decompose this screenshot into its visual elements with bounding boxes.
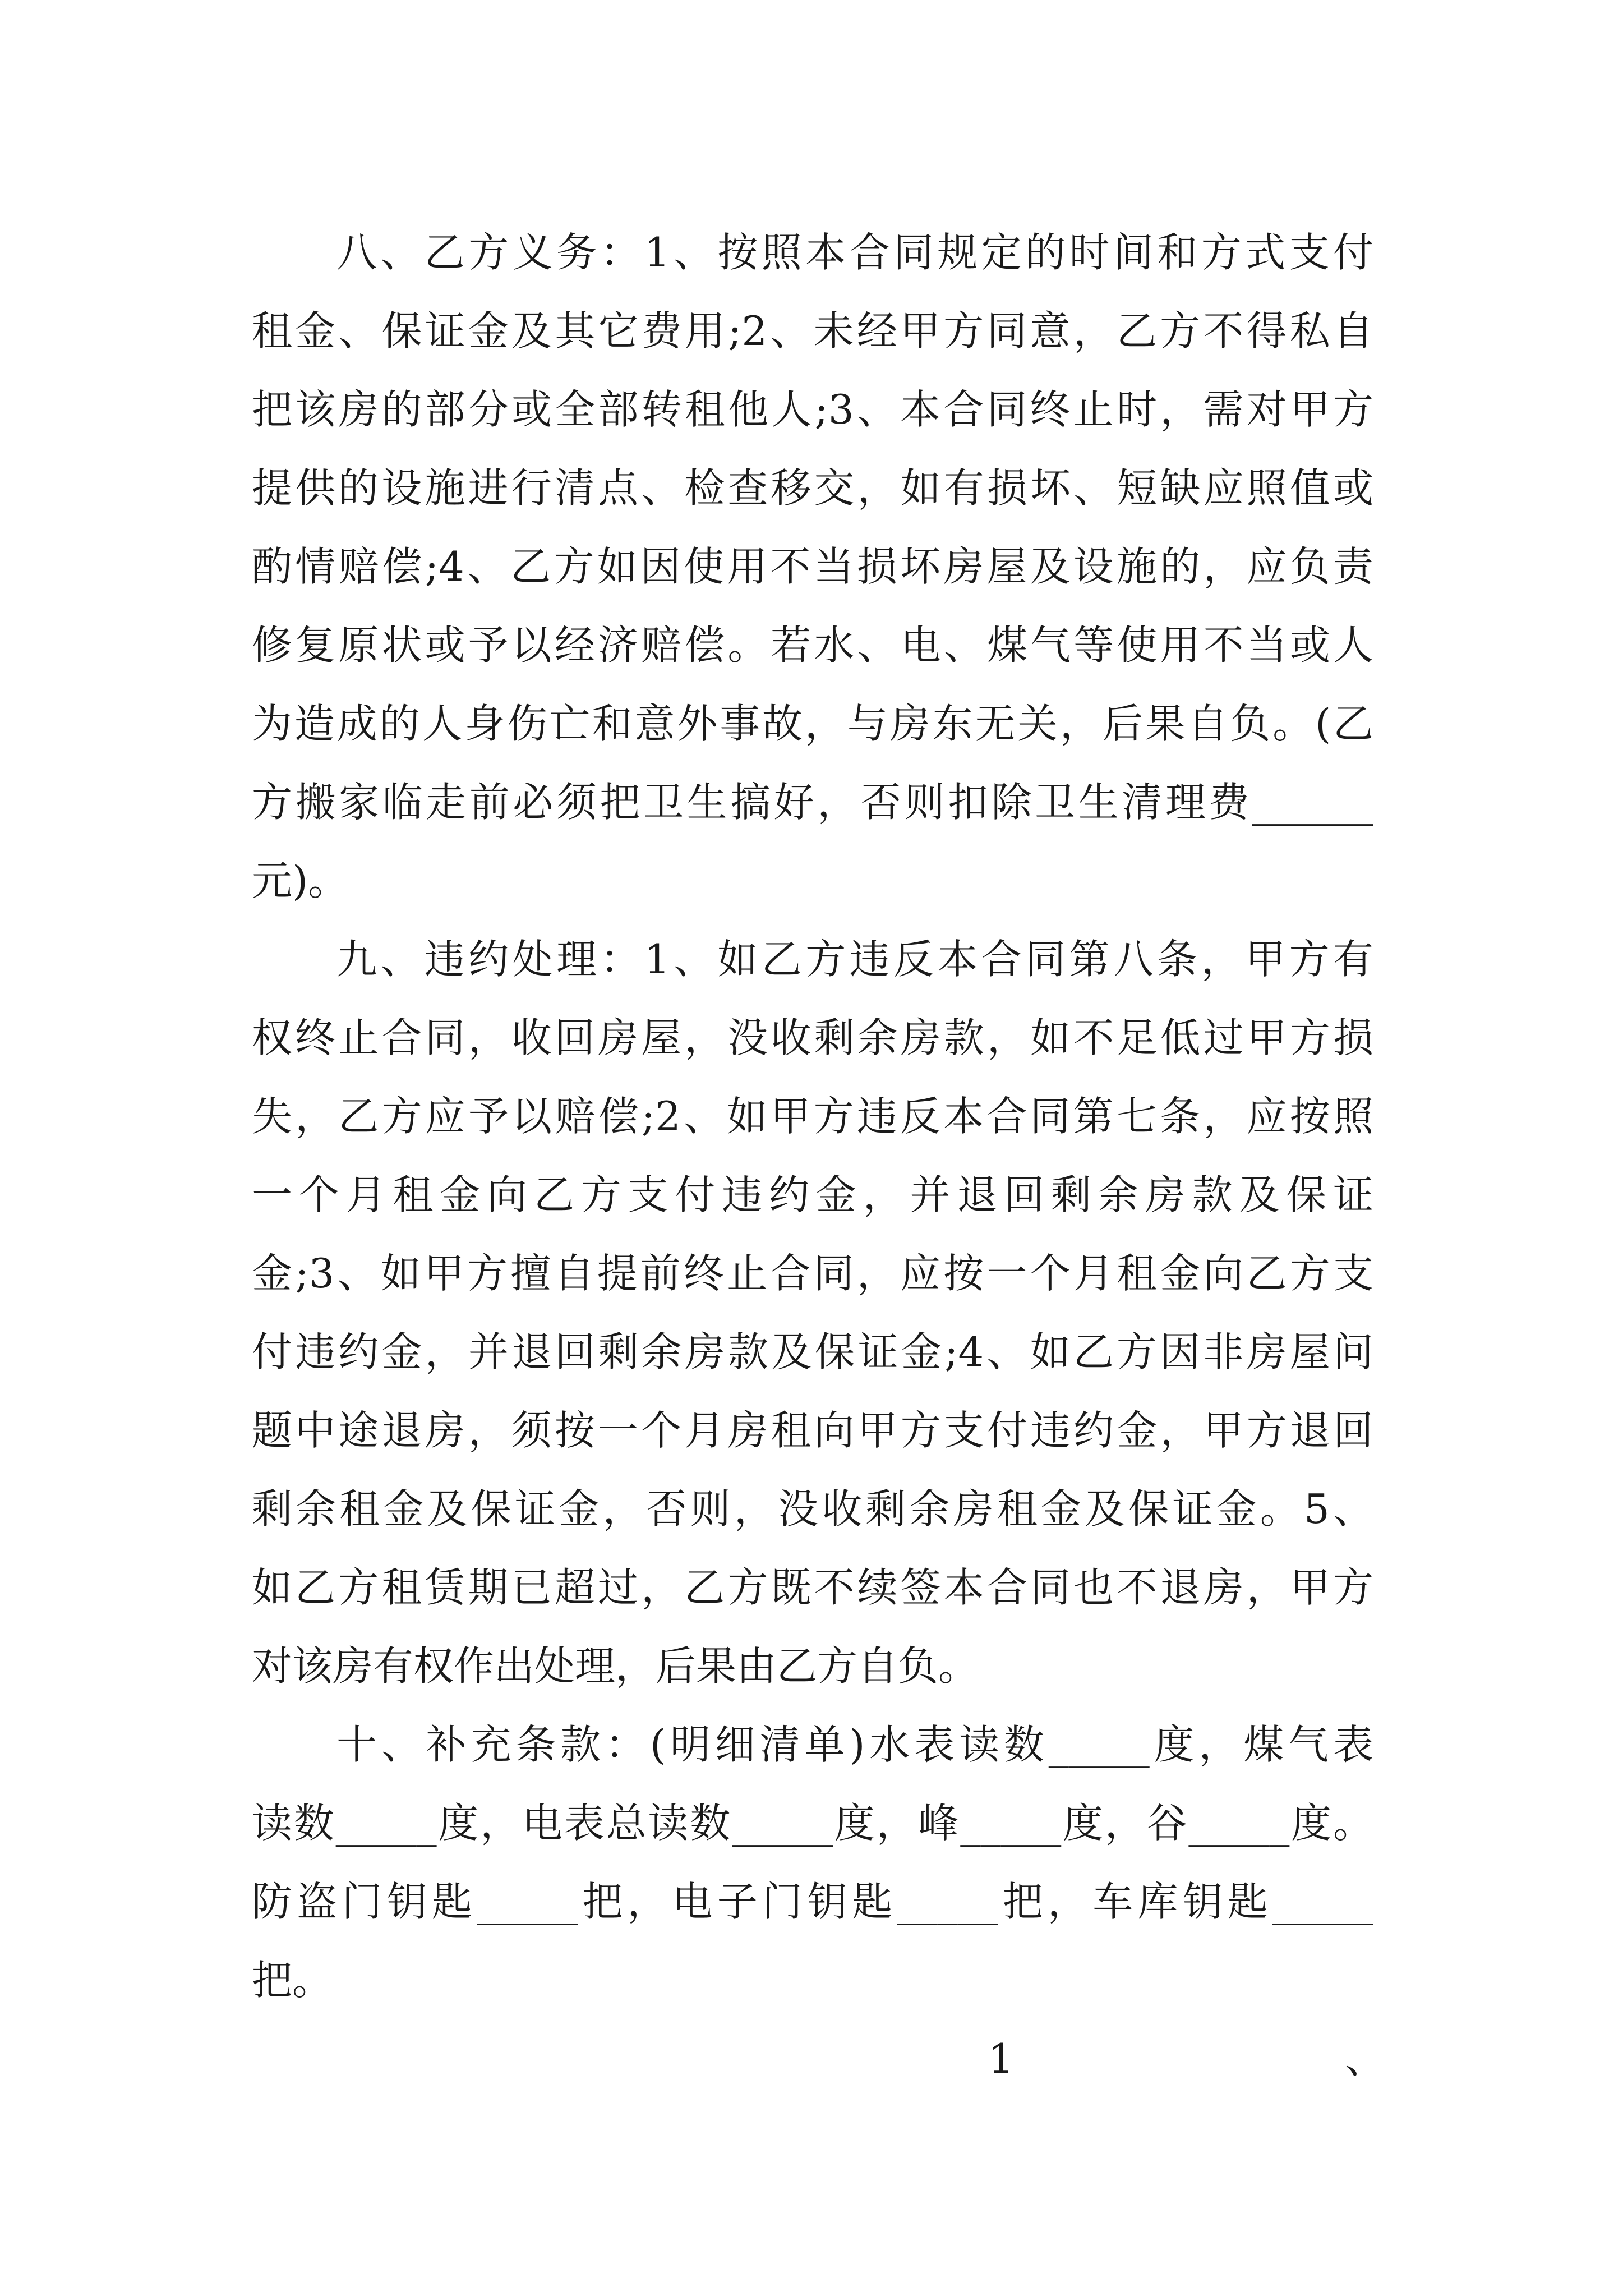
text-line: 把。 [252, 1957, 333, 2004]
text-line: 题中途退房，须按一个月房租向甲方支付违约金，甲方退回 [252, 1407, 1373, 1454]
text-line: 防盗门钥匙_____把，电子门钥匙_____把，车库钥匙_____ [252, 1878, 1373, 1925]
text-line: 剩余租金及保证金，否则，没收剩余房租金及保证金。5、 [252, 1485, 1373, 1533]
text-line: 付违约金，并退回剩余房款及保证金;4、如乙方因非房屋问 [252, 1328, 1373, 1375]
text-line: 八、乙方义务：1、按照本合同规定的时间和方式支付 [336, 229, 1373, 276]
page-number: 1 [988, 2035, 1014, 2082]
text-line: 读数_____度，电表总读数_____度，峰_____度，谷_____度。 [252, 1800, 1373, 1847]
text-line: 失，乙方应予以赔偿;2、如甲方违反本合同第七条，应按照 [252, 1093, 1373, 1140]
text-line: 方搬家临走前必须把卫生搞好，否则扣除卫生清理费______ [252, 779, 1373, 826]
text-line: 酌情赔偿;4、乙方如因使用不当损坏房屋及设施的，应负责 [252, 543, 1373, 590]
text-line: 元)。 [252, 857, 349, 904]
text-line: 金;3、如甲方擅自提前终止合同，应按一个月租金向乙方支 [252, 1250, 1373, 1297]
text-line: 租金、保证金及其它费用;2、未经甲方同意，乙方不得私自 [252, 307, 1373, 355]
text-line: 提供的设施进行清点、检查移交，如有损坏、短缺应照值或 [252, 464, 1373, 512]
text-line: 九、违约处理：1、如乙方违反本合同第八条，甲方有 [336, 936, 1373, 983]
text-line: 为造成的人身伤亡和意外事故，与房东无关，后果自负。(乙 [252, 700, 1373, 747]
text-line: 修复原状或予以经济赔偿。若水、电、煤气等使用不当或人 [252, 622, 1373, 669]
text-line: 十、补充条款：(明细清单)水表读数_____度，煤气表 [336, 1721, 1373, 1768]
text-line: 权终止合同，收回房屋，没收剩余房款，如不足低过甲方损 [252, 1014, 1373, 1061]
text-line: 把该房的部分或全部转租他人;3、本合同终止时，需对甲方 [252, 386, 1373, 433]
text-line: 对该房有权作出处理，后果由乙方自负。 [252, 1642, 979, 1690]
text-line: 如乙方租赁期已超过，乙方既不续签本合同也不退房，甲方 [252, 1564, 1373, 1611]
text-line: 一个月租金向乙方支付违约金，并退回剩余房款及保证 [252, 1171, 1373, 1218]
page-mark: 、 [1345, 2035, 1386, 2082]
